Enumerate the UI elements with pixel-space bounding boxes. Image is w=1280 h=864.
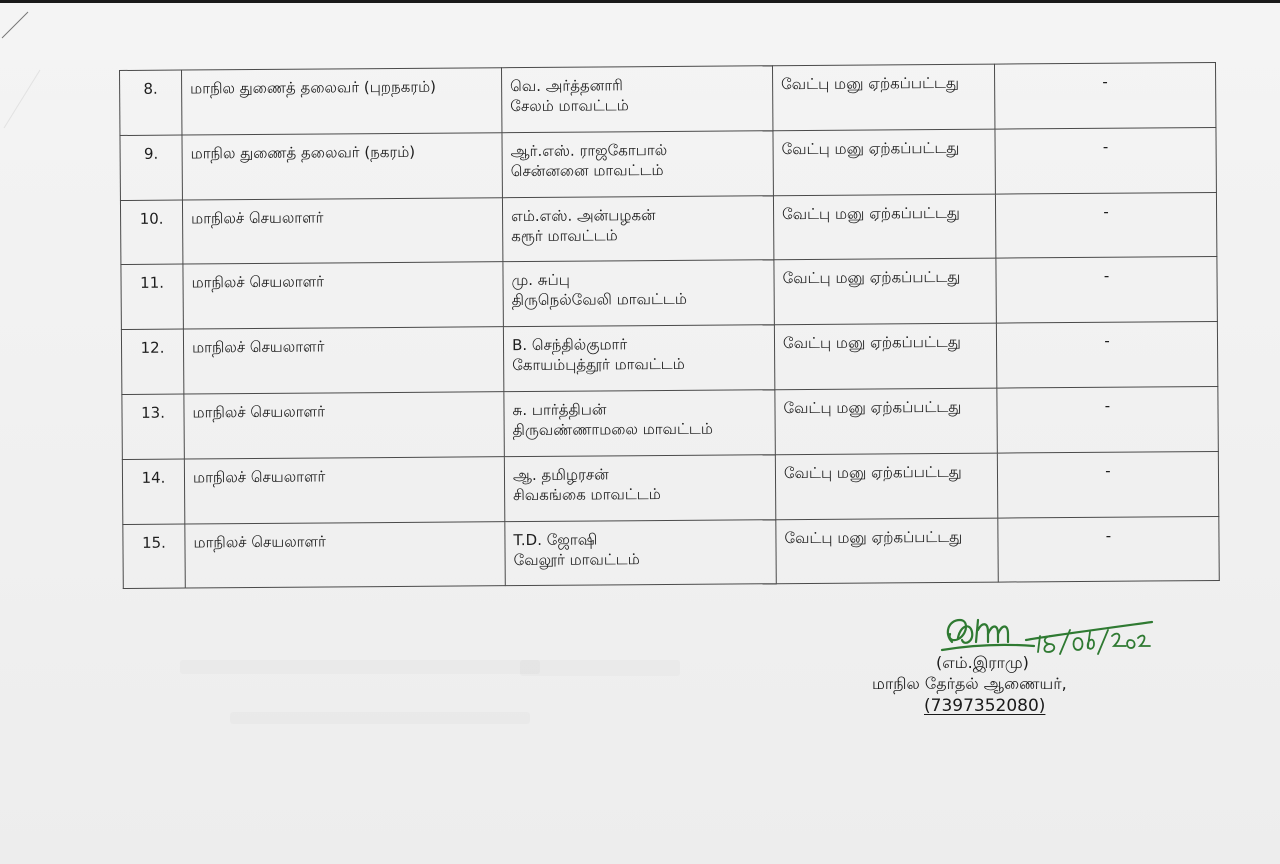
candidate-cell [504, 454, 775, 521]
signatory-name: (எம்.இராமு) [936, 653, 1029, 672]
remark-cell: - [996, 322, 1217, 388]
scan-top-border [0, 0, 1280, 3]
nomination-status-cell: வேட்பு மனு ஏற்கப்பட்டது [773, 194, 995, 260]
candidate-district: சென்னனை மாவட்டம் [510, 160, 664, 180]
candidate-name: சு. பார்த்திபன் [512, 400, 607, 420]
results-table-container [119, 62, 1219, 589]
bleed-through-mark [230, 712, 530, 724]
table-row [121, 322, 1217, 395]
candidate-cell [501, 66, 772, 133]
candidate-district: திருநெல்வேலி மாவட்டம் [511, 290, 687, 310]
table-row [120, 192, 1216, 265]
candidate-name: வெ. அர்த்தனாரி [510, 76, 623, 96]
table-row [122, 386, 1218, 459]
candidate-district: வேலூர் மாவட்டம் [513, 549, 640, 569]
remark-cell: - [995, 127, 1216, 193]
serial-number-cell: 15. [123, 524, 185, 589]
nomination-status-cell: வேட்பு மனு ஏற்கப்பட்டது [775, 388, 997, 454]
candidate-cell [503, 325, 774, 392]
candidate-cell [504, 390, 775, 457]
table-row [120, 127, 1216, 200]
nomination-status-cell: வேட்பு மனு ஏற்கப்பட்டது [774, 323, 996, 389]
remark-cell: - [997, 451, 1218, 517]
table-row [121, 257, 1217, 330]
candidate-name: எம்.எஸ். அன்பழகன் [511, 205, 656, 225]
bleed-through-mark [180, 660, 540, 674]
candidate-cell [502, 131, 773, 198]
candidate-name: T.D. ஜோஷி [513, 530, 598, 549]
candidate-cell [503, 260, 774, 327]
serial-number-cell: 14. [122, 459, 184, 524]
candidate-district: சேலம் மாவட்டம் [510, 96, 629, 116]
serial-number-cell: 8. [120, 70, 182, 135]
bleed-through-mark [520, 660, 680, 676]
signature-block [850, 612, 1150, 722]
signatory-phone: (7397352080) [924, 696, 1046, 716]
serial-number-cell: 9. [120, 135, 182, 200]
post-cell: மாநிலச் செயலாளர் [182, 197, 502, 264]
candidate-name: ஆர்.எஸ். ராஜகோபால் [510, 140, 668, 160]
serial-number-cell: 10. [120, 200, 182, 265]
post-cell: மாநிலச் செயலாளர் [183, 327, 503, 394]
table-row [120, 62, 1216, 135]
remark-cell: - [996, 257, 1217, 323]
remark-cell: - [997, 386, 1218, 452]
nomination-status-cell: வேட்பு மனு ஏற்கப்பட்டது [773, 129, 995, 195]
post-cell: மாநில துணைத் தலைவர் (நகரம்) [182, 132, 502, 199]
nomination-status-cell: வேட்பு மனு ஏற்கப்பட்டது [774, 258, 996, 324]
post-cell: மாநிலச் செயலாளர் [185, 521, 505, 588]
nomination-results-table [119, 62, 1220, 589]
page-corner-shadow [0, 0, 60, 140]
candidate-name: மு. சுப்பு [511, 271, 570, 290]
remark-cell: - [994, 62, 1215, 128]
candidate-district: சிவகங்கை மாவட்டம் [513, 484, 661, 504]
table-row [122, 451, 1218, 524]
candidate-district: திருவண்ணாமலை மாவட்டம் [512, 419, 713, 440]
serial-number-cell: 11. [121, 264, 183, 329]
post-cell: மாநிலச் செயலாளர் [184, 392, 504, 459]
candidate-district: கரூர் மாவட்டம் [511, 225, 618, 245]
remark-cell: - [998, 516, 1219, 582]
candidate-name: B. செந்தில்குமார் [511, 335, 628, 355]
nomination-status-cell: வேட்பு மனு ஏற்கப்பட்டது [772, 64, 994, 130]
post-cell: மாநிலச் செயலாளர் [183, 262, 503, 329]
candidate-cell [502, 195, 773, 262]
nomination-status-cell: வேட்பு மனு ஏற்கப்பட்டது [775, 453, 997, 519]
candidate-district: கோயம்புத்தூர் மாவட்டம் [512, 355, 685, 375]
serial-number-cell: 12. [121, 329, 183, 394]
table-row [123, 516, 1219, 589]
candidate-name: ஆ. தமிழரசன் [512, 465, 609, 484]
candidate-cell [505, 519, 776, 586]
serial-number-cell: 13. [122, 394, 184, 459]
nomination-status-cell: வேட்பு மனு ஏற்கப்பட்டது [776, 518, 998, 584]
table-body [120, 62, 1220, 588]
signatory-title: மாநில தேர்தல் ஆணையர், [872, 674, 1067, 693]
post-cell: மாநில துணைத் தலைவர் (புறநகரம்) [182, 68, 502, 135]
remark-cell: - [995, 192, 1216, 258]
post-cell: மாநிலச் செயலாளர் [184, 456, 504, 523]
